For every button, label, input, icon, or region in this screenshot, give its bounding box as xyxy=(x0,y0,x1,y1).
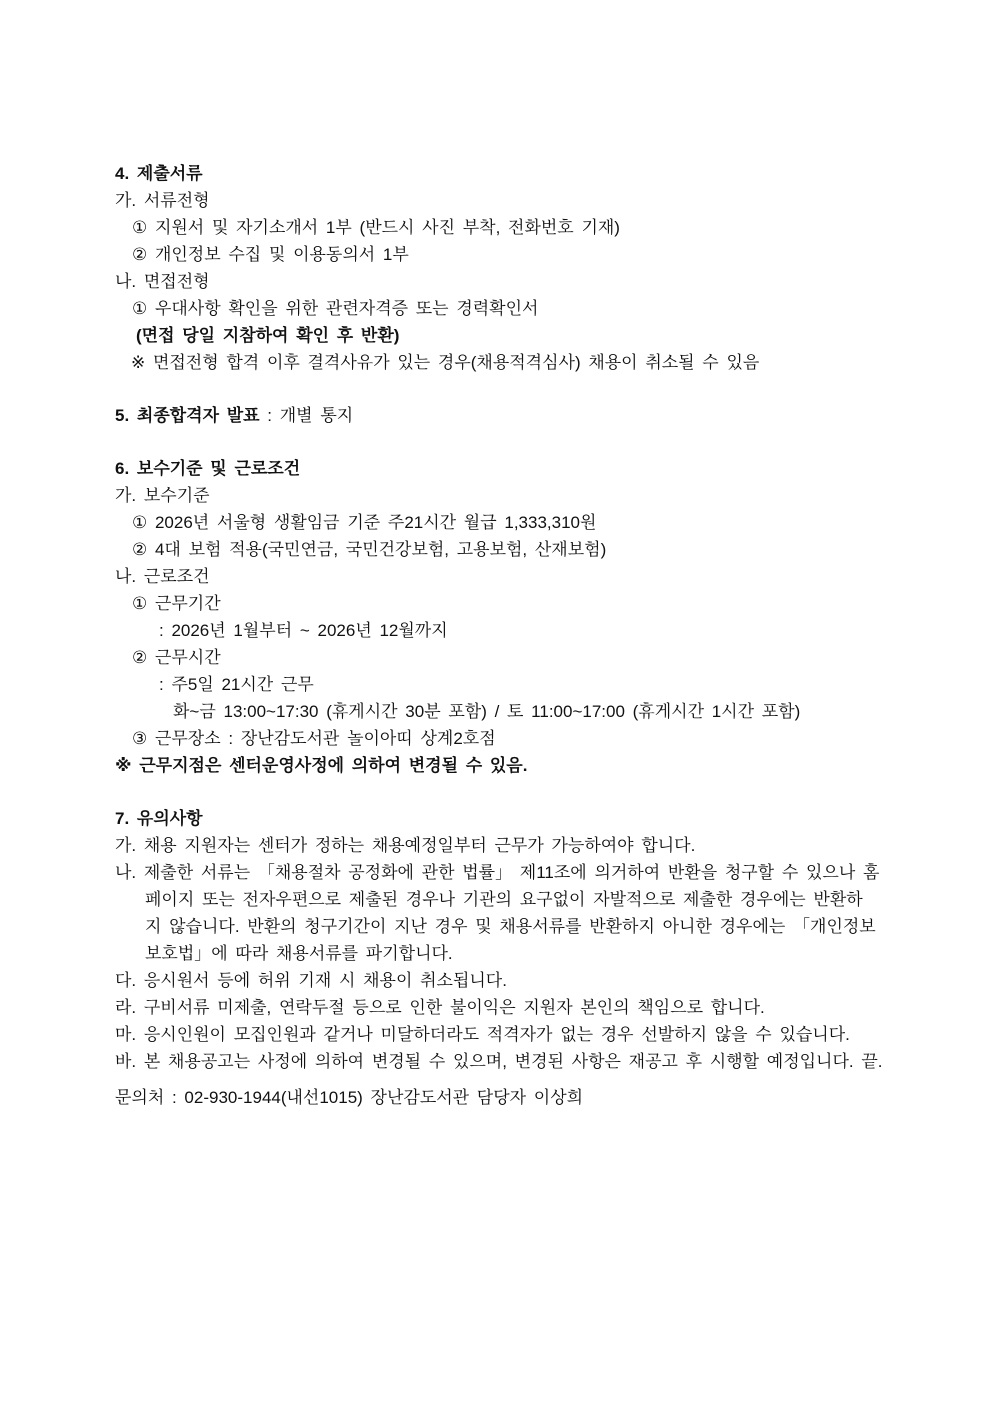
doc-line xyxy=(115,536,930,563)
doc-line xyxy=(115,187,930,214)
doc-line xyxy=(115,1084,930,1111)
doc-line xyxy=(115,482,930,509)
blank-line xyxy=(115,1075,930,1084)
doc-text: : 주5일 21시간 근무 xyxy=(159,675,314,694)
doc-text: 가. 보수기준 xyxy=(115,486,210,505)
doc-text-bold: 4. 제출서류 xyxy=(115,164,203,183)
doc-line xyxy=(115,590,930,617)
doc-text: ※ 면접전형 합격 이후 결격사유가 있는 경우(채용적격심사) 채용이 취소될 수 있음 xyxy=(131,353,760,372)
doc-text: 페이지 또는 전자우편으로 제출된 경우나 기관의 요구없이 자발적으로 제출한 경우에는 반환하 xyxy=(145,890,863,909)
doc-text: ② 4대 보험 적용(국민연금, 국민건강보험, 고용보험, 산재보험) xyxy=(132,540,607,559)
doc-line xyxy=(115,994,930,1021)
doc-text: : 개별 통지 xyxy=(259,406,354,425)
doc-text: ① 근무기간 xyxy=(132,594,221,613)
doc-line xyxy=(115,214,930,241)
doc-line xyxy=(115,859,930,886)
doc-text-bold: 6. 보수기준 및 근로조건 xyxy=(115,459,301,478)
doc-line xyxy=(115,295,930,322)
doc-line xyxy=(115,940,930,967)
doc-text: ① 2026년 서울형 생활임금 기준 주21시간 월급 1,333,310원 xyxy=(132,513,597,532)
doc-line xyxy=(115,913,930,940)
doc-line xyxy=(115,509,930,536)
doc-text: 가. 채용 지원자는 센터가 정하는 채용예정일부터 근무가 가능하여야 합니다. xyxy=(115,836,696,855)
doc-text: 나. 제출한 서류는 「채용절차 공정화에 관한 법률」 제11조에 의거하여 반환을 청구할 수 있으나 홈 xyxy=(115,863,880,882)
blank-line xyxy=(115,376,930,402)
doc-text: ③ 근무장소 : 장난감도서관 놀이아띠 상계2호점 xyxy=(132,729,496,748)
doc-line xyxy=(115,455,930,482)
doc-line xyxy=(115,322,930,349)
doc-text: ② 근무시간 xyxy=(132,648,221,667)
doc-line xyxy=(115,886,930,913)
doc-text: 바. 본 채용공고는 사정에 의하여 변경될 수 있으며, 변경된 사항은 재공고 후 시행할 예정입니다. 끝. xyxy=(115,1052,883,1071)
doc-line xyxy=(115,349,930,376)
doc-text: ① 지원서 및 자기소개서 1부 (반드시 사진 부착, 전화번호 기재) xyxy=(132,218,620,237)
doc-text-bold: 7. 유의사항 xyxy=(115,809,203,828)
doc-line xyxy=(115,241,930,268)
doc-line xyxy=(115,1048,930,1075)
doc-line xyxy=(115,752,930,779)
doc-line xyxy=(115,832,930,859)
doc-text: 보호법」에 따라 채용서류를 파기합니다. xyxy=(145,944,453,963)
doc-text: 지 않습니다. 반환의 청구기간이 지난 경우 및 채용서류를 반환하지 아니한 경우에는 「개인정보 xyxy=(145,917,876,936)
doc-text: 마. 응시인원이 모집인원과 같거나 미달하더라도 적격자가 없는 경우 선발하지 않을 수 있습니다. xyxy=(115,1025,850,1044)
doc-line xyxy=(115,402,930,429)
doc-text: 다. 응시원서 등에 허위 기재 시 채용이 취소됩니다. xyxy=(115,971,507,990)
doc-line xyxy=(115,1021,930,1048)
doc-line xyxy=(115,268,930,295)
doc-text: ① 우대사항 확인을 위한 관련자격증 또는 경력확인서 xyxy=(132,299,539,318)
doc-text: 문의처 : 02-930-1944(내선1015) 장난감도서관 담당자 이상희 xyxy=(115,1088,584,1107)
doc-line xyxy=(115,617,930,644)
doc-text-bold: ※ 근무지점은 센터운영사정에 의하여 변경될 수 있음. xyxy=(115,756,528,775)
doc-text: 가. 서류전형 xyxy=(115,191,210,210)
document-body xyxy=(115,160,930,1111)
doc-line xyxy=(115,160,930,187)
doc-line xyxy=(115,805,930,832)
doc-line xyxy=(115,644,930,671)
doc-line xyxy=(115,725,930,752)
doc-text: 라. 구비서류 미제출, 연락두절 등으로 인한 불이익은 지원자 본인의 책임으로 합니다. xyxy=(115,998,765,1017)
blank-line xyxy=(115,429,930,455)
doc-line xyxy=(115,698,930,725)
doc-text: 화~금 13:00~17:30 (휴게시간 30분 포함) / 토 11:00~17:00 (휴게시간 1시간 포함) xyxy=(173,702,801,721)
doc-text: 나. 면접전형 xyxy=(115,272,210,291)
doc-line xyxy=(115,967,930,994)
doc-line xyxy=(115,671,930,698)
doc-line xyxy=(115,563,930,590)
doc-text: : 2026년 1월부터 ~ 2026년 12월까지 xyxy=(159,621,448,640)
blank-line xyxy=(115,779,930,805)
doc-text: ② 개인정보 수집 및 이용동의서 1부 xyxy=(132,245,409,264)
doc-text-bold: 5. 최종합격자 발표 xyxy=(115,406,260,425)
doc-text-bold: (면접 당일 지참하여 확인 후 반환) xyxy=(136,326,400,345)
doc-text: 나. 근로조건 xyxy=(115,567,210,586)
